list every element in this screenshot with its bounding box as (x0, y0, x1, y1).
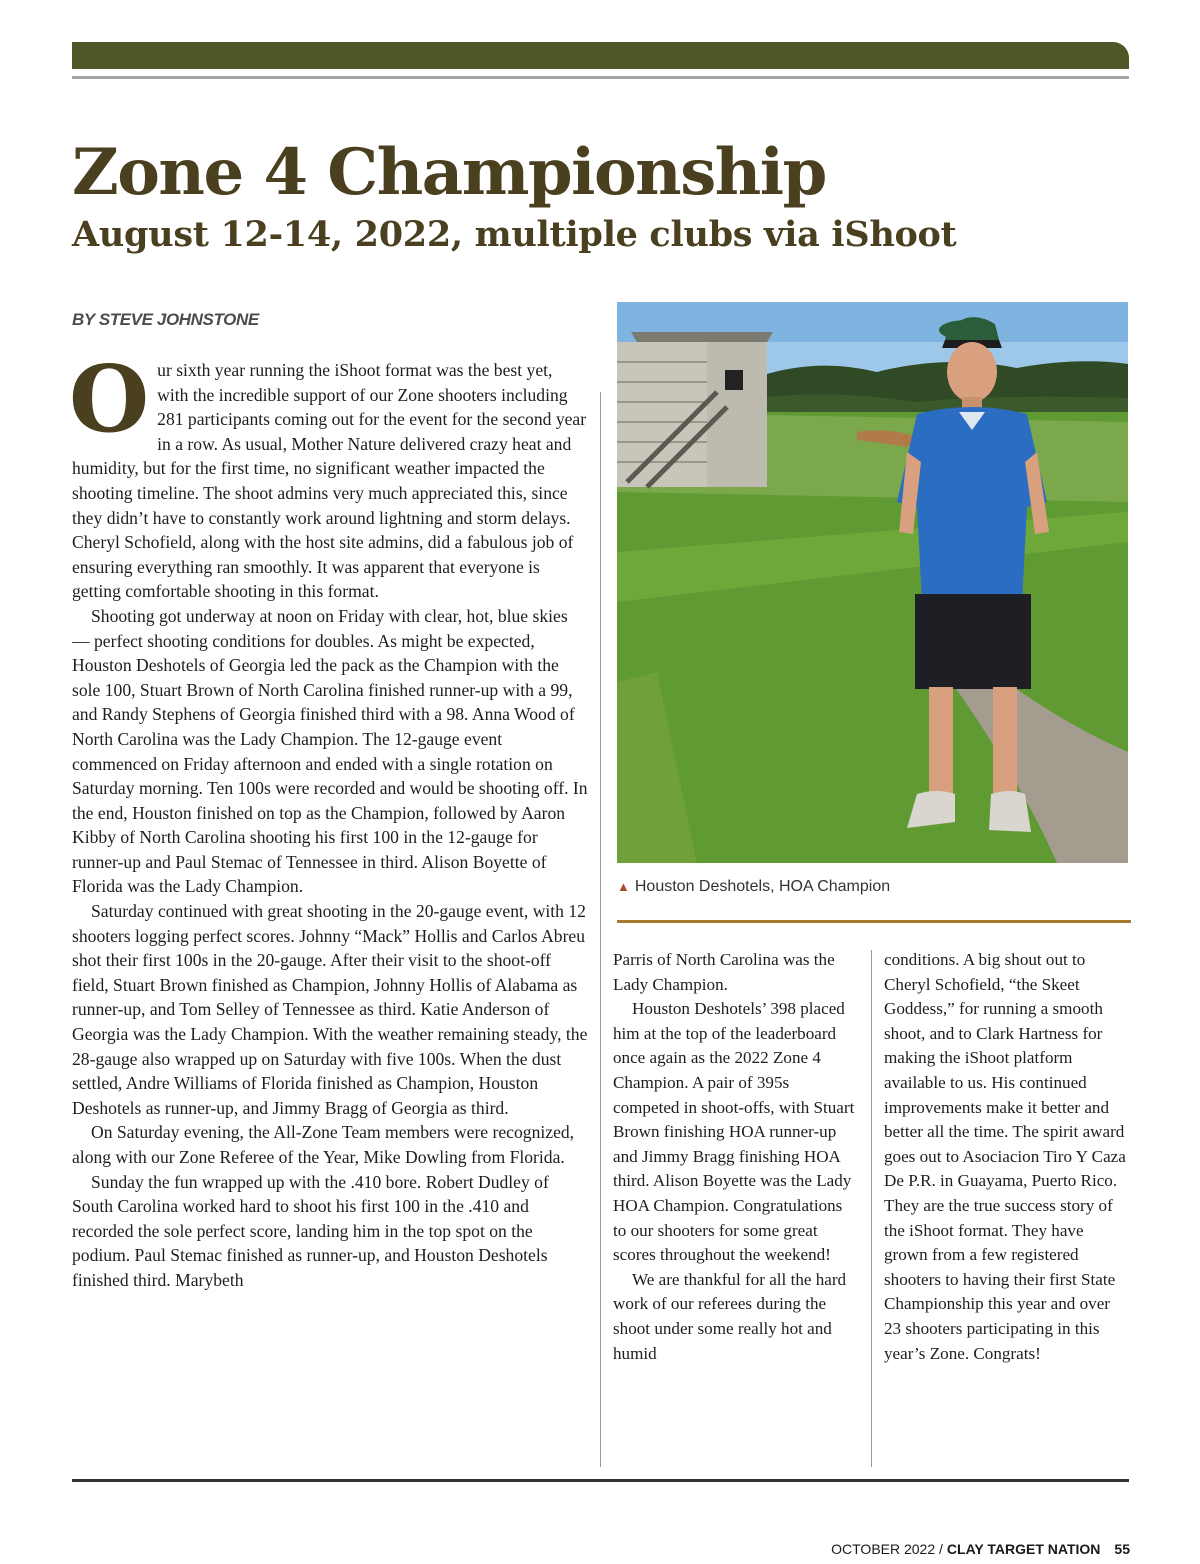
body-column-3 (884, 948, 1130, 1366)
header-bar (72, 42, 1129, 69)
page-number: 55 (1114, 1541, 1130, 1557)
paragraph: Sunday the fun wrapped up with the .410 bore. Robert Dudley of South Carolina worked hard to shoot his first 100 in the .410 and recorded the sole perfect score, landing him in the top spot on the podium. Paul Stemac finished as runner-up, and Houston Deshotels finished third. Marybeth (72, 1171, 549, 1290)
paragraph-text: ur sixth year running the iShoot format was the best yet, with the incredible support of our Zone shooters including 281 participants coming out for the event for the second year in a row. As usual, Mother Nature delivered crazy heat and humidity, but for the first time, no significant weather impacted the shooting timeline. The shoot admins very much appreciated this, since they didn’t have to constantly work around lightning and storm delays. Cheryl Schofield, along with the host site admins, did a fabulous job of ensuring everything ran smoothly. It was apparent that everyone is getting comfortable shooting in this format. (72, 360, 587, 602)
paragraph: We are thankful for all the hard work of our referees during the shoot under some really hot and humid (613, 1269, 847, 1363)
paragraph (69, 345, 588, 604)
body-column-2 (613, 948, 859, 1366)
column-divider (871, 950, 872, 1467)
paragraph: Saturday continued with great shooting in the 20-gauge event, with 12 shooters logging perfect scores. Johnny “Mack” Hollis and Carlos Abreu shot their first 100s in the 20-gauge. After their visit to the shoot-off field, Stuart Brown finished as Champion, Johnny Hollis of Alabama as runner-up, and Tom Selley of Tennessee as third. Katie Anderson of Georgia was the Lady Champion. With the weather remaining steady, the 28-gauge also wrapped up on Saturday with five 100s. When the dust settled, Andre Williams of Florida finished as Champion, Houston Deshotels as runner-up, and Jimmy Bragg of Georgia as third. (72, 901, 588, 1118)
article-title: Zone 4 Championship (72, 135, 826, 210)
paragraph: Shooting got underway at noon on Friday with clear, hot, blue skies — perfect shooting conditions for doubles. As might be expected, Houston Deshotels of Georgia led the pack as the Champion with the sole 100, Stuart Brown of North Carolina finished runner-up with a 99, and Randy Stephens of Georgia finished third with a 98. Anna Wood of North Carolina was the Lady Champion. The 12-gauge event commenced on Friday afternoon and ended with a single rotation on Saturday morning. Ten 100s were recorded and would be shooting off. In the end, Houston finished on top as the Champion, followed by Aaron Kibby of North Carolina shooting his first 100 in the 12-gauge for runner-up and Paul Stemac of Tennessee in third. Alison Boyette of Florida was the Lady Champion. (72, 605, 588, 897)
page-footer (831, 1541, 1130, 1557)
paragraph: Parris of North Carolina was the Lady Champion. (613, 950, 835, 994)
caption-text: Houston Deshotels, HOA Champion (634, 878, 891, 895)
caption-rule (617, 920, 1131, 923)
paragraph: On Saturday evening, the All-Zone Team members were recognized, along with our Zone Referee of the Year, Mike Dowling from Florida. (72, 1122, 575, 1167)
paragraph: Houston Deshotels’ 398 placed him at the top of the leaderboard once again as the 2022 Zone 4 Champion. A pair of 395s competed in shoot-offs, with Stuart Brown finishing HOA runner-up and Jimmy Bragg finishing HOA third. Alison Boyette was the Lady HOA Champion. Congratulations to our shooters for some great scores throughout the weekend! (613, 999, 855, 1265)
byline: BY STEVE JOHNSTONE (72, 310, 259, 329)
photo-champion (617, 302, 1128, 863)
column-divider (600, 392, 601, 1467)
body-column-1 (69, 345, 588, 1293)
paragraph: conditions. A big shout out to Cheryl Schofield, “the Skeet Goddess,” for running a smooth shoot, and to Clark Hartness for making the iShoot platform available to us. His continued improvements make it better and better all the time. The spirit award goes out to Asociacion Tiro Y Caza De P.R. in Guayama, Puerto Rico. They are the true success story of the iShoot format. They have grown from a few registered shooters to having their first State Championship this year and over 23 shooters participating in this year’s Zone. Congrats! (884, 950, 1126, 1363)
drop-cap: O (69, 345, 150, 453)
article-subtitle: August 12-14, 2022, multiple clubs via iShoot (72, 214, 957, 255)
header-rule (72, 76, 1129, 79)
magazine-name: CLAY TARGET NATION (946, 1541, 1101, 1557)
photo-caption (617, 878, 890, 896)
caption-marker-icon: ▲ (617, 879, 630, 894)
issue-date: OCTOBER 2022 / (831, 1541, 943, 1557)
footer-rule (72, 1479, 1129, 1482)
